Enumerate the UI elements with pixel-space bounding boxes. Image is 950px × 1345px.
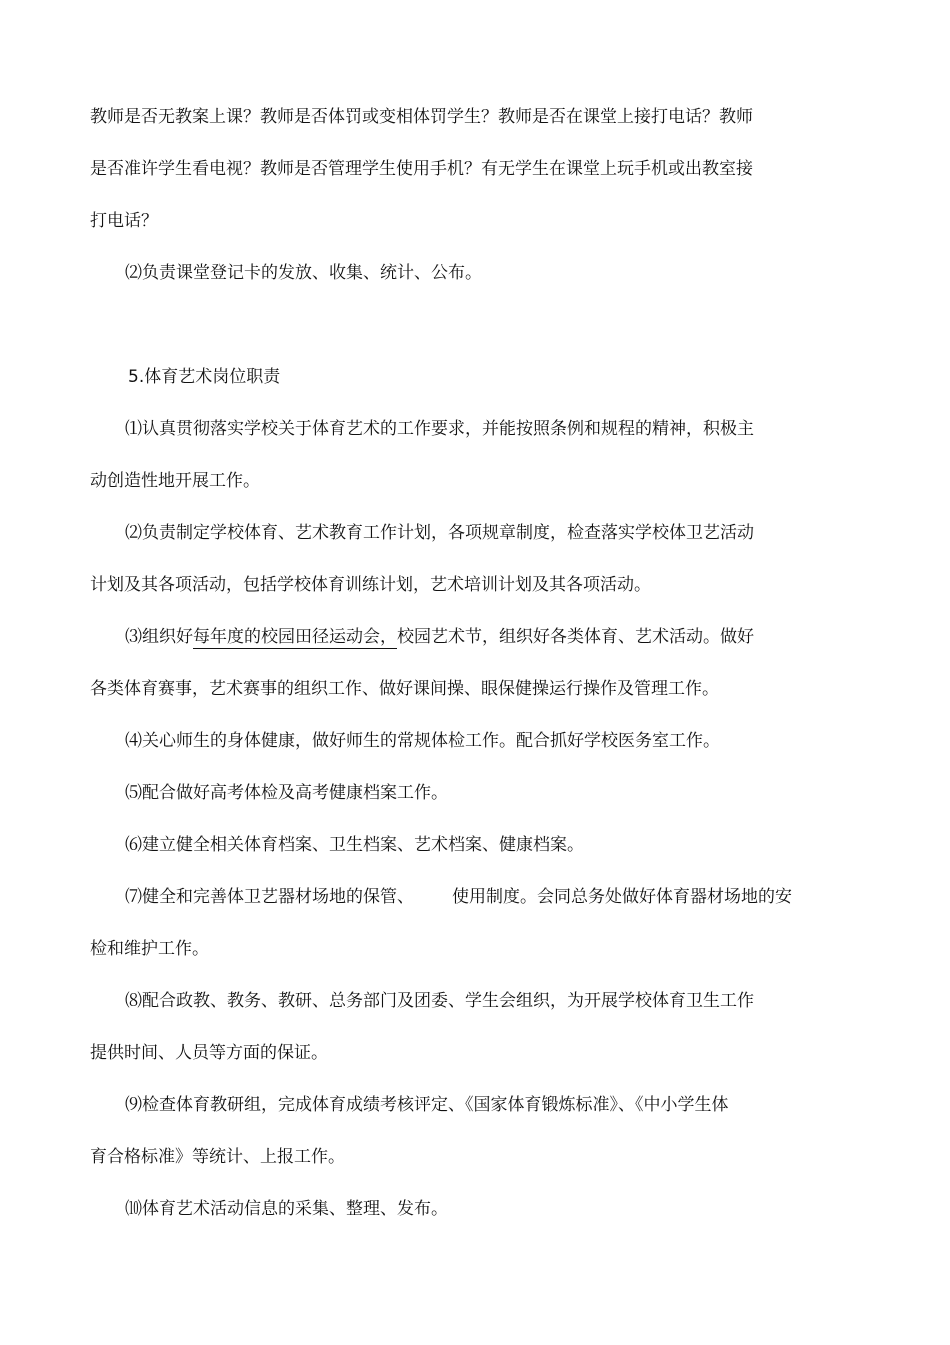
paragraph-line: ⑷关心师生的身体健康，做好师生的常规体检工作。配合抓好学校医务室工作。	[125, 731, 720, 751]
paragraph-line: ⑵负责课堂登记卡的发放、收集、统计、公布。	[125, 263, 482, 283]
paragraph-line: 检和维护工作。	[90, 939, 209, 959]
paragraph-line: ⑻配合政教、教务、教研、总务部门及团委、学生会组织，为开展学校体育卫生工作	[125, 991, 754, 1011]
text-segment: 校园艺术节，组织好各类体育、艺术活动。做好	[397, 627, 754, 647]
section-heading: 5.体育艺术岗位职责	[128, 367, 281, 387]
paragraph-line: ⑴认真贯彻落实学校关于体育艺术的工作要求，并能按照条例和规程的精神，积极主	[125, 419, 754, 439]
paragraph-line: ⑹建立健全相关体育档案、卫生档案、艺术档案、健康档案。	[125, 835, 584, 855]
paragraph-line: ⑽体育艺术活动信息的采集、整理、发布。	[125, 1199, 448, 1219]
text-segment: ⑺健全和完善体卫艺器材场地的保管、	[125, 887, 414, 907]
paragraph-line: 教师是否无教案上课？教师是否体罚或变相体罚学生？教师是否在课堂上接打电话？教师	[90, 107, 753, 127]
paragraph-line: 各类体育赛事，艺术赛事的组织工作、做好课间操、眼保健操运行操作及管理工作。	[90, 679, 719, 699]
text-segment: ⑶组织好	[125, 627, 193, 647]
paragraph-line: 计划及其各项活动，包括学校体育训练计划，艺术培训计划及其各项活动。	[90, 575, 651, 595]
paragraph-line: 打电话？	[90, 211, 158, 231]
paragraph-line	[125, 625, 754, 649]
paragraph-line: 育合格标准》等统计、上报工作。	[90, 1147, 345, 1167]
paragraph-line	[125, 885, 792, 909]
paragraph-line: 是否准许学生看电视？教师是否管理学生使用手机？有无学生在课堂上玩手机或出教室接	[90, 159, 753, 179]
paragraph-line: 提供时间、人员等方面的保证。	[90, 1043, 328, 1063]
paragraph-line: ⑸配合做好高考体检及高考健康档案工作。	[125, 783, 448, 803]
paragraph-line: 动创造性地开展工作。	[90, 471, 260, 491]
paragraph-line: ⑵负责制定学校体育、艺术教育工作计划，各项规章制度，检查落实学校体卫艺活动	[125, 523, 754, 543]
underlined-text: 每年度的校园田径运动会，	[193, 627, 397, 647]
paragraph-line: ⑼检查体育教研组，完成体育成绩考核评定、《国家体育锻炼标准》、《中小学生体	[125, 1095, 729, 1115]
text-segment: 使用制度。会同总务处做好体育器材场地的安	[452, 887, 792, 907]
